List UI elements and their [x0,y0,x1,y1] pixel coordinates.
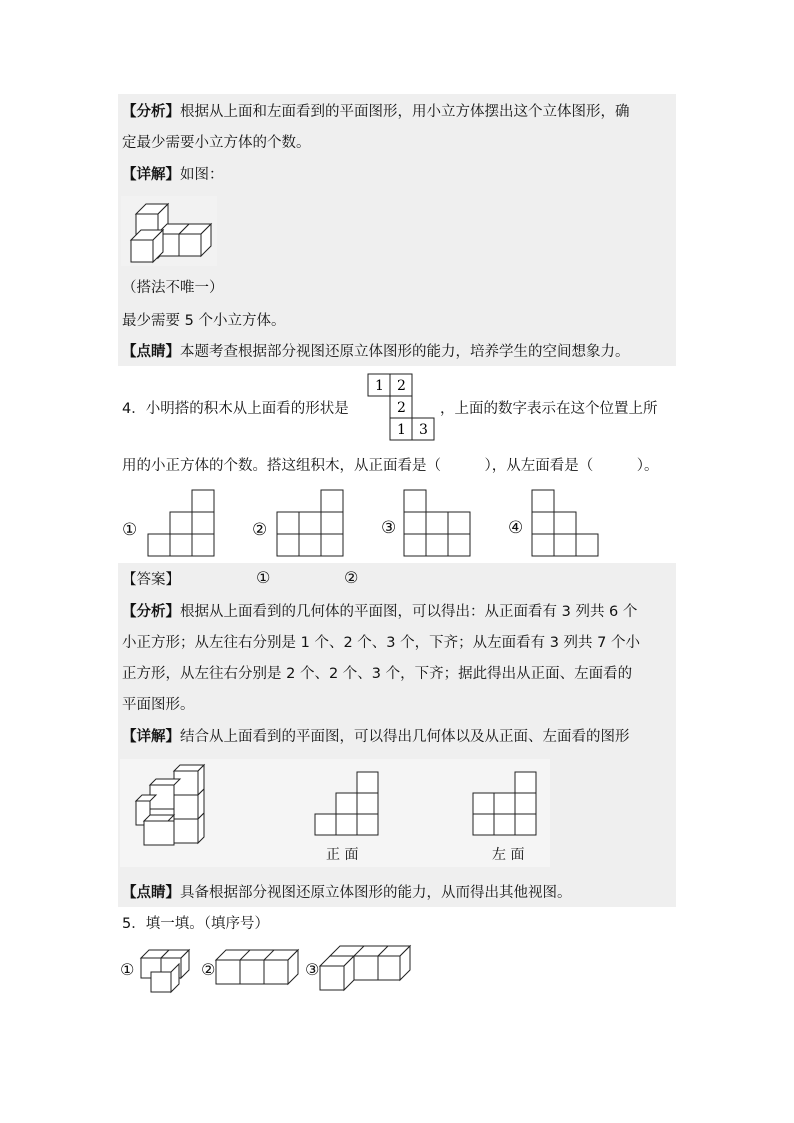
grid-number: 3 [419,422,428,438]
q4-detail: 【详解】结合从上面看到的平面图，可以得出几何体以及从正面、左面看的图形 [122,729,630,745]
q5-option-1-label: ① [120,960,135,979]
cube [144,815,174,845]
grid-number: 1 [375,378,384,394]
q5-option-3-label: ③ [305,960,320,979]
option-2-view [277,490,343,556]
grid-number: 2 [397,400,406,416]
q4-analysis-4: 平面图形。 [122,697,195,713]
analysis-tag: 【分析】 [122,104,180,120]
q3-result: 最少需要 5 个小立方体。 [122,313,286,329]
cube-arrangement-figure [121,196,217,266]
q5-option-2-label: ② [201,960,216,979]
q4-comment: 【点睛】具备根据部分视图还原立体图形的能力，从而得出其他视图。 [122,885,572,901]
q4-answer-2: ② [344,568,359,587]
q3-analysis: 【分析】根据从上面和左面看到的平面图形，用小立方体摆出这个立体图形，确 [122,104,630,120]
q4-stem-line2: 用的小正方体的个数。搭这组积木，从正面看是（ ），从左面看是（ ）。 [122,458,659,474]
option-4-view [532,490,598,556]
q5-option-3-figure [320,946,420,990]
q4-answer-1: ① [256,568,271,587]
front-view-figure [315,772,379,836]
option-3-view [404,490,470,556]
q4-detail-figure-box [120,759,550,867]
q4-analysis-2: 小正方形；从左往右分别是 1 个、2 个、3 个，下齐；从左面看有 3 列共 7 个小 [122,635,640,651]
left-view-figure [473,772,537,836]
q4-analysis-1: 【分析】根据从上面看到的几何体的平面图，可以得出：从正面看有 3 列共 6 个 [122,604,638,620]
grid-number: 2 [397,378,406,394]
q4-stem-part2: ，上面的数字表示在这个位置上所 [440,401,658,417]
q5-stem: 5．填一填。（填序号） [122,916,269,932]
option-1-view [148,490,214,556]
stacked-cubes-figure [128,765,228,855]
option-3-label: ③ [381,518,397,538]
grid-number: 1 [397,422,406,438]
cube [131,230,163,262]
q3-analysis-cont: 定最少需要小立方体的个数。 [122,135,311,151]
q3-note: （搭法不唯一） [122,280,224,296]
option-4-label: ④ [508,518,524,538]
q5-option-2-figure [216,950,306,990]
q4-top-view-grid [368,374,438,444]
option-2-label: ② [252,520,268,540]
left-view-label: 左 面 [492,847,525,863]
q5-option-1-figure [135,946,195,994]
q4-stem-part1: 4．小明搭的积木从上面看的形状是 [122,401,349,417]
q4-answer-tag: 【答案】 [122,572,180,588]
front-view-label: 正 面 [326,847,359,863]
q4-analysis-3: 正方形，从左往右分别是 2 个、2 个、3 个，下齐；据此得出从正面、左面看的 [122,666,633,682]
q3-detail: 【详解】如图： [122,167,224,183]
q3-cube-figure-box [121,196,217,266]
option-1-label: ① [122,520,138,540]
q3-comment: 【点睛】本题考查根据部分视图还原立体图形的能力，培养学生的空间想象力。 [122,344,630,360]
